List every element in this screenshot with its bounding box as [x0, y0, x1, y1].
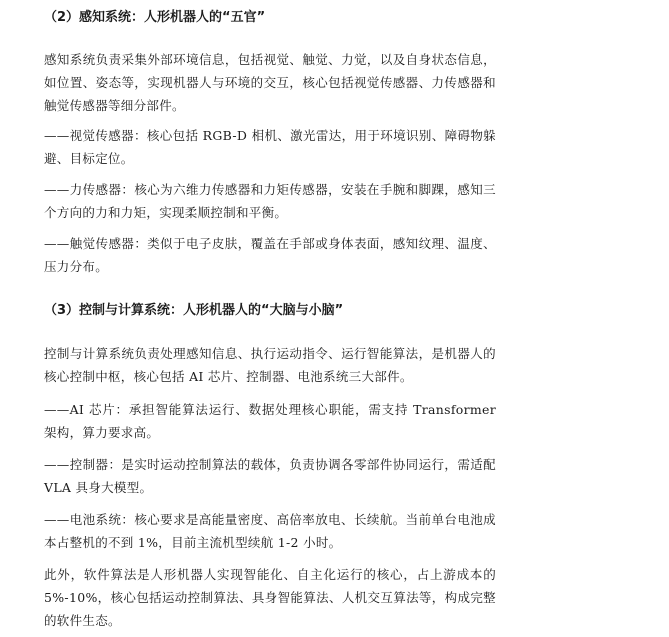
paragraph-controller: ——控制器：是实时运动控制算法的载体，负责协调各零部件协同运行，需适配 VLA 具身大模型。: [44, 457, 496, 495]
paragraph-vision-sensor: ——视觉传感器：核心包括 RGB-D 相机、激光雷达，用于环境识别、障碍物躲避、目标定位。: [44, 128, 496, 166]
paragraph-tactile-sensor: ——触觉传感器：类似于电子皮肤，覆盖在手部或身体表面，感知纹理、温度、压力分布。: [44, 236, 496, 274]
paragraph-software-algorithm: 此外，软件算法是人形机器人实现智能化、自主化运行的核心，占上游成本的 5%-10%，核心包括运动控制算法、具身智能算法、人机交互算法等，构成完整的软件生态。: [44, 567, 496, 628]
paragraph-ai-chip: ——AI 芯片：承担智能算法运行、数据处理核心职能，需支持 Transformer 架构，算力要求高。: [44, 402, 496, 440]
paragraph-control-intro: 控制与计算系统负责处理感知信息、执行运动指令、运行智能算法，是机器人的核心控制中枢，核心包括 AI 芯片、控制器、电池系统三大部件。: [44, 346, 496, 384]
section-heading-control-compute: （3）控制与计算系统：人形机器人的“大脑与小脑”: [44, 303, 344, 318]
paragraph-perception-intro: 感知系统负责采集外部环境信息，包括视觉、触觉、力觉，以及自身状态信息，如位置、姿态等，实现机器人与环境的交互，核心包括视觉传感器、力传感器和触觉传感器等细分部件。: [44, 52, 496, 113]
paragraph-force-sensor: ——力传感器：核心为六维力传感器和力矩传感器，安装在手腕和脚踝，感知三个方向的力和力矩，实现柔顺控制和平衡。: [44, 182, 496, 220]
paragraph-battery-system: ——电池系统：核心要求是高能量密度、高倍率放电、长续航。当前单台电池成本占整机的不到 1%，目前主流机型续航 1-2 小时。: [44, 512, 496, 550]
section-heading-perception: （2）感知系统：人形机器人的“五官”: [44, 10, 266, 25]
